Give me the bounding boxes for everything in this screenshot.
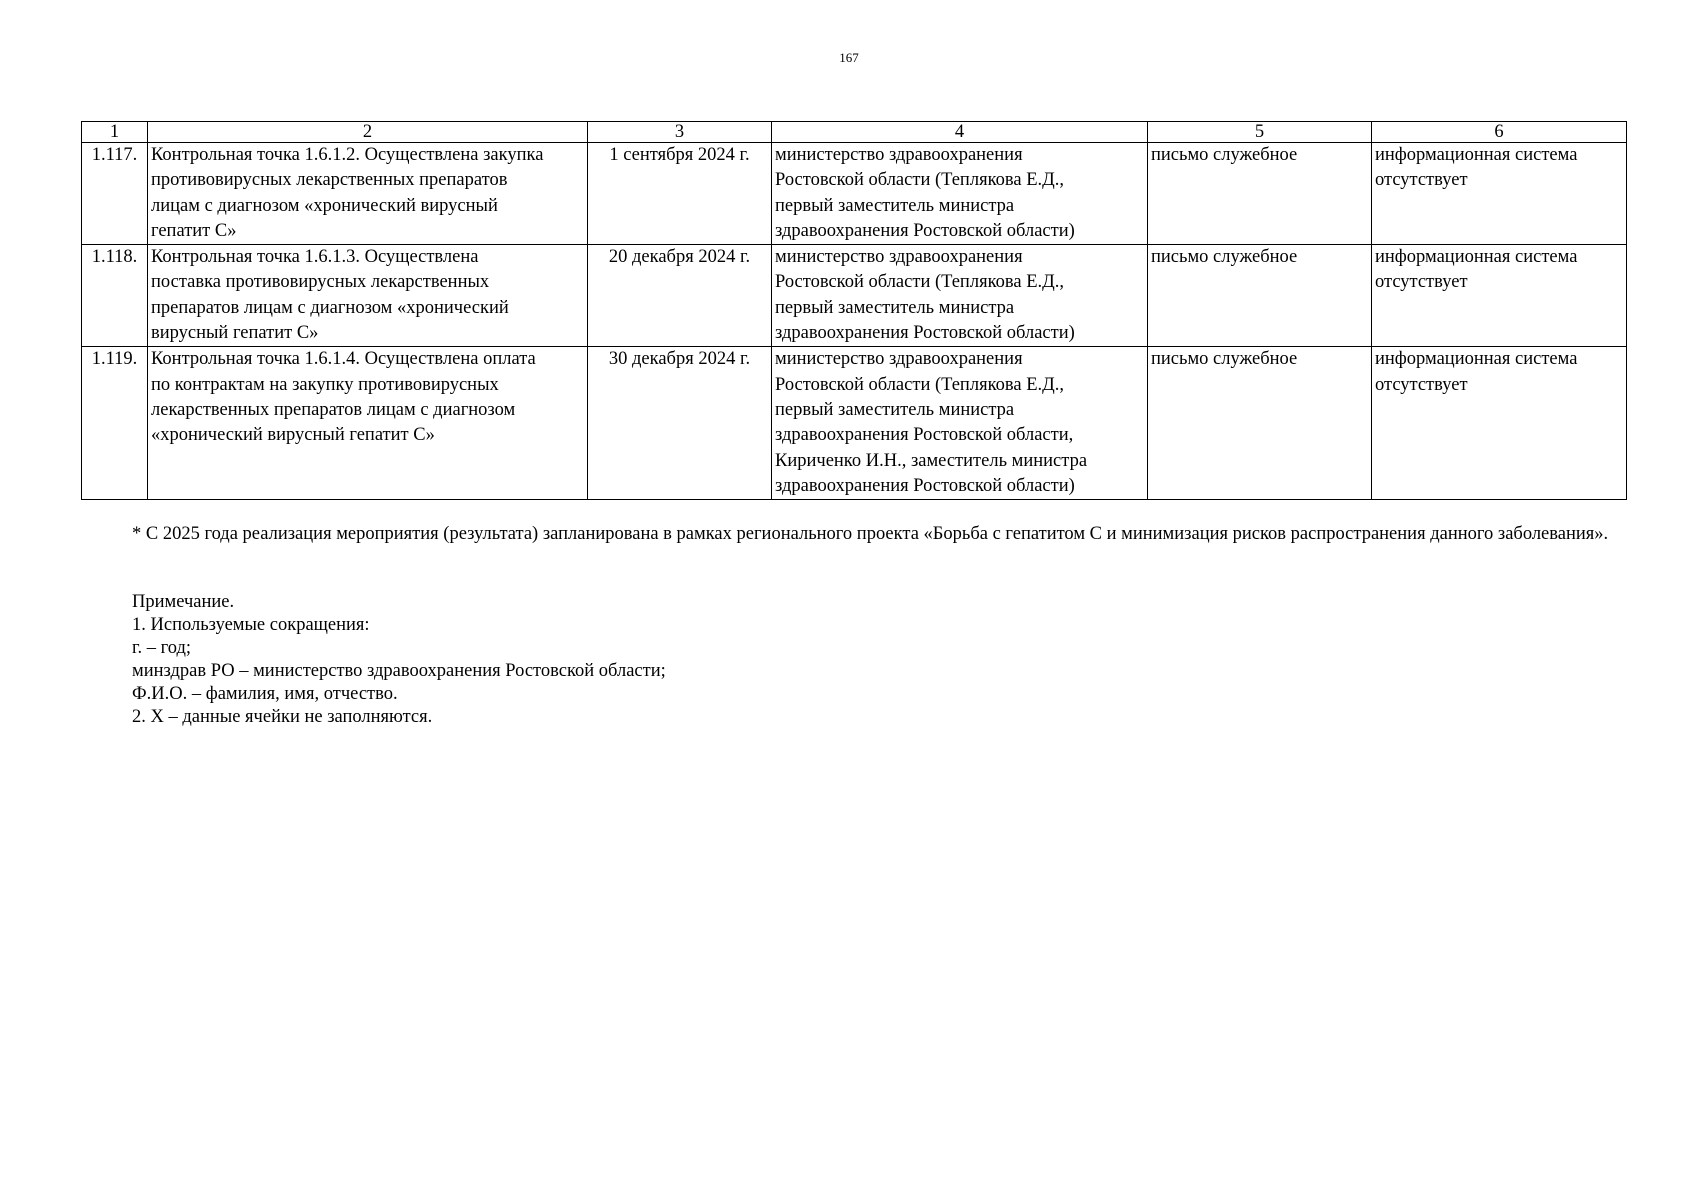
deadline-date: 30 декабря 2024 г. bbox=[588, 347, 772, 500]
control-point-name: Контрольная точка 1.6.1.3. Осуществлена поставка противовирусных лекарственных препаратов лицам с диагнозом «хронический вирусный гепатит С» bbox=[148, 245, 588, 347]
row-number: 1.119. bbox=[82, 347, 148, 500]
footnote: * С 2025 года реализация мероприятия (результата) запланирована в рамках регионального проекта «Борьба с гепатитом С и минимизация рисков распространения данного заболевания». bbox=[132, 524, 1609, 544]
column-header: 4 bbox=[772, 122, 1148, 143]
confirmation-document: письмо служебное bbox=[1148, 347, 1372, 500]
deadline-date: 1 сентября 2024 г. bbox=[588, 143, 772, 245]
control-point-name: Контрольная точка 1.6.1.4. Осуществлена оплата по контрактам на закупку противовирусных лекарственных препаратов лицам с диагнозом «хронический вирусный гепатит С» bbox=[148, 347, 588, 500]
control-points-table bbox=[81, 121, 1627, 500]
table-row bbox=[82, 143, 1627, 245]
note-line: минздрав РО – министерство здравоохранения Ростовской области; bbox=[132, 661, 666, 681]
table-row bbox=[82, 347, 1627, 500]
notes-title: Примечание. bbox=[132, 592, 235, 612]
note-line: 2. Х – данные ячейки не заполняются. bbox=[132, 707, 433, 727]
column-header: 1 bbox=[82, 122, 148, 143]
table-header-row bbox=[82, 122, 1627, 143]
confirmation-document: письмо служебное bbox=[1148, 245, 1372, 347]
information-system: информационная система отсутствует bbox=[1372, 245, 1627, 347]
responsible-executor: министерство здравоохранения Ростовской области (Теплякова Е.Д., первый заместитель министра здравоохранения Ростовской области, Кириченко И.Н., заместитель министра здравоохранения Ростовской области) bbox=[772, 347, 1148, 500]
information-system: информационная система отсутствует bbox=[1372, 347, 1627, 500]
note-line: Ф.И.О. – фамилия, имя, отчество. bbox=[132, 684, 398, 704]
confirmation-document: письмо служебное bbox=[1148, 143, 1372, 245]
note-line: г. – год; bbox=[132, 638, 192, 658]
control-point-name: Контрольная точка 1.6.1.2. Осуществлена закупка противовирусных лекарственных препаратов лицам с диагнозом «хронический вирусный гепатит С» bbox=[148, 143, 588, 245]
table-row bbox=[82, 245, 1627, 347]
row-number: 1.117. bbox=[82, 143, 148, 245]
column-header: 2 bbox=[148, 122, 588, 143]
deadline-date: 20 декабря 2024 г. bbox=[588, 245, 772, 347]
note-line: 1. Используемые сокращения: bbox=[132, 615, 370, 635]
row-number: 1.118. bbox=[82, 245, 148, 347]
responsible-executor: министерство здравоохранения Ростовской области (Теплякова Е.Д., первый заместитель министра здравоохранения Ростовской области) bbox=[772, 245, 1148, 347]
column-header: 3 bbox=[588, 122, 772, 143]
page-number: 167 bbox=[839, 50, 859, 65]
column-header: 6 bbox=[1372, 122, 1627, 143]
information-system: информационная система отсутствует bbox=[1372, 143, 1627, 245]
responsible-executor: министерство здравоохранения Ростовской области (Теплякова Е.Д., первый заместитель министра здравоохранения Ростовской области) bbox=[772, 143, 1148, 245]
notes-section bbox=[132, 591, 666, 729]
column-header: 5 bbox=[1148, 122, 1372, 143]
